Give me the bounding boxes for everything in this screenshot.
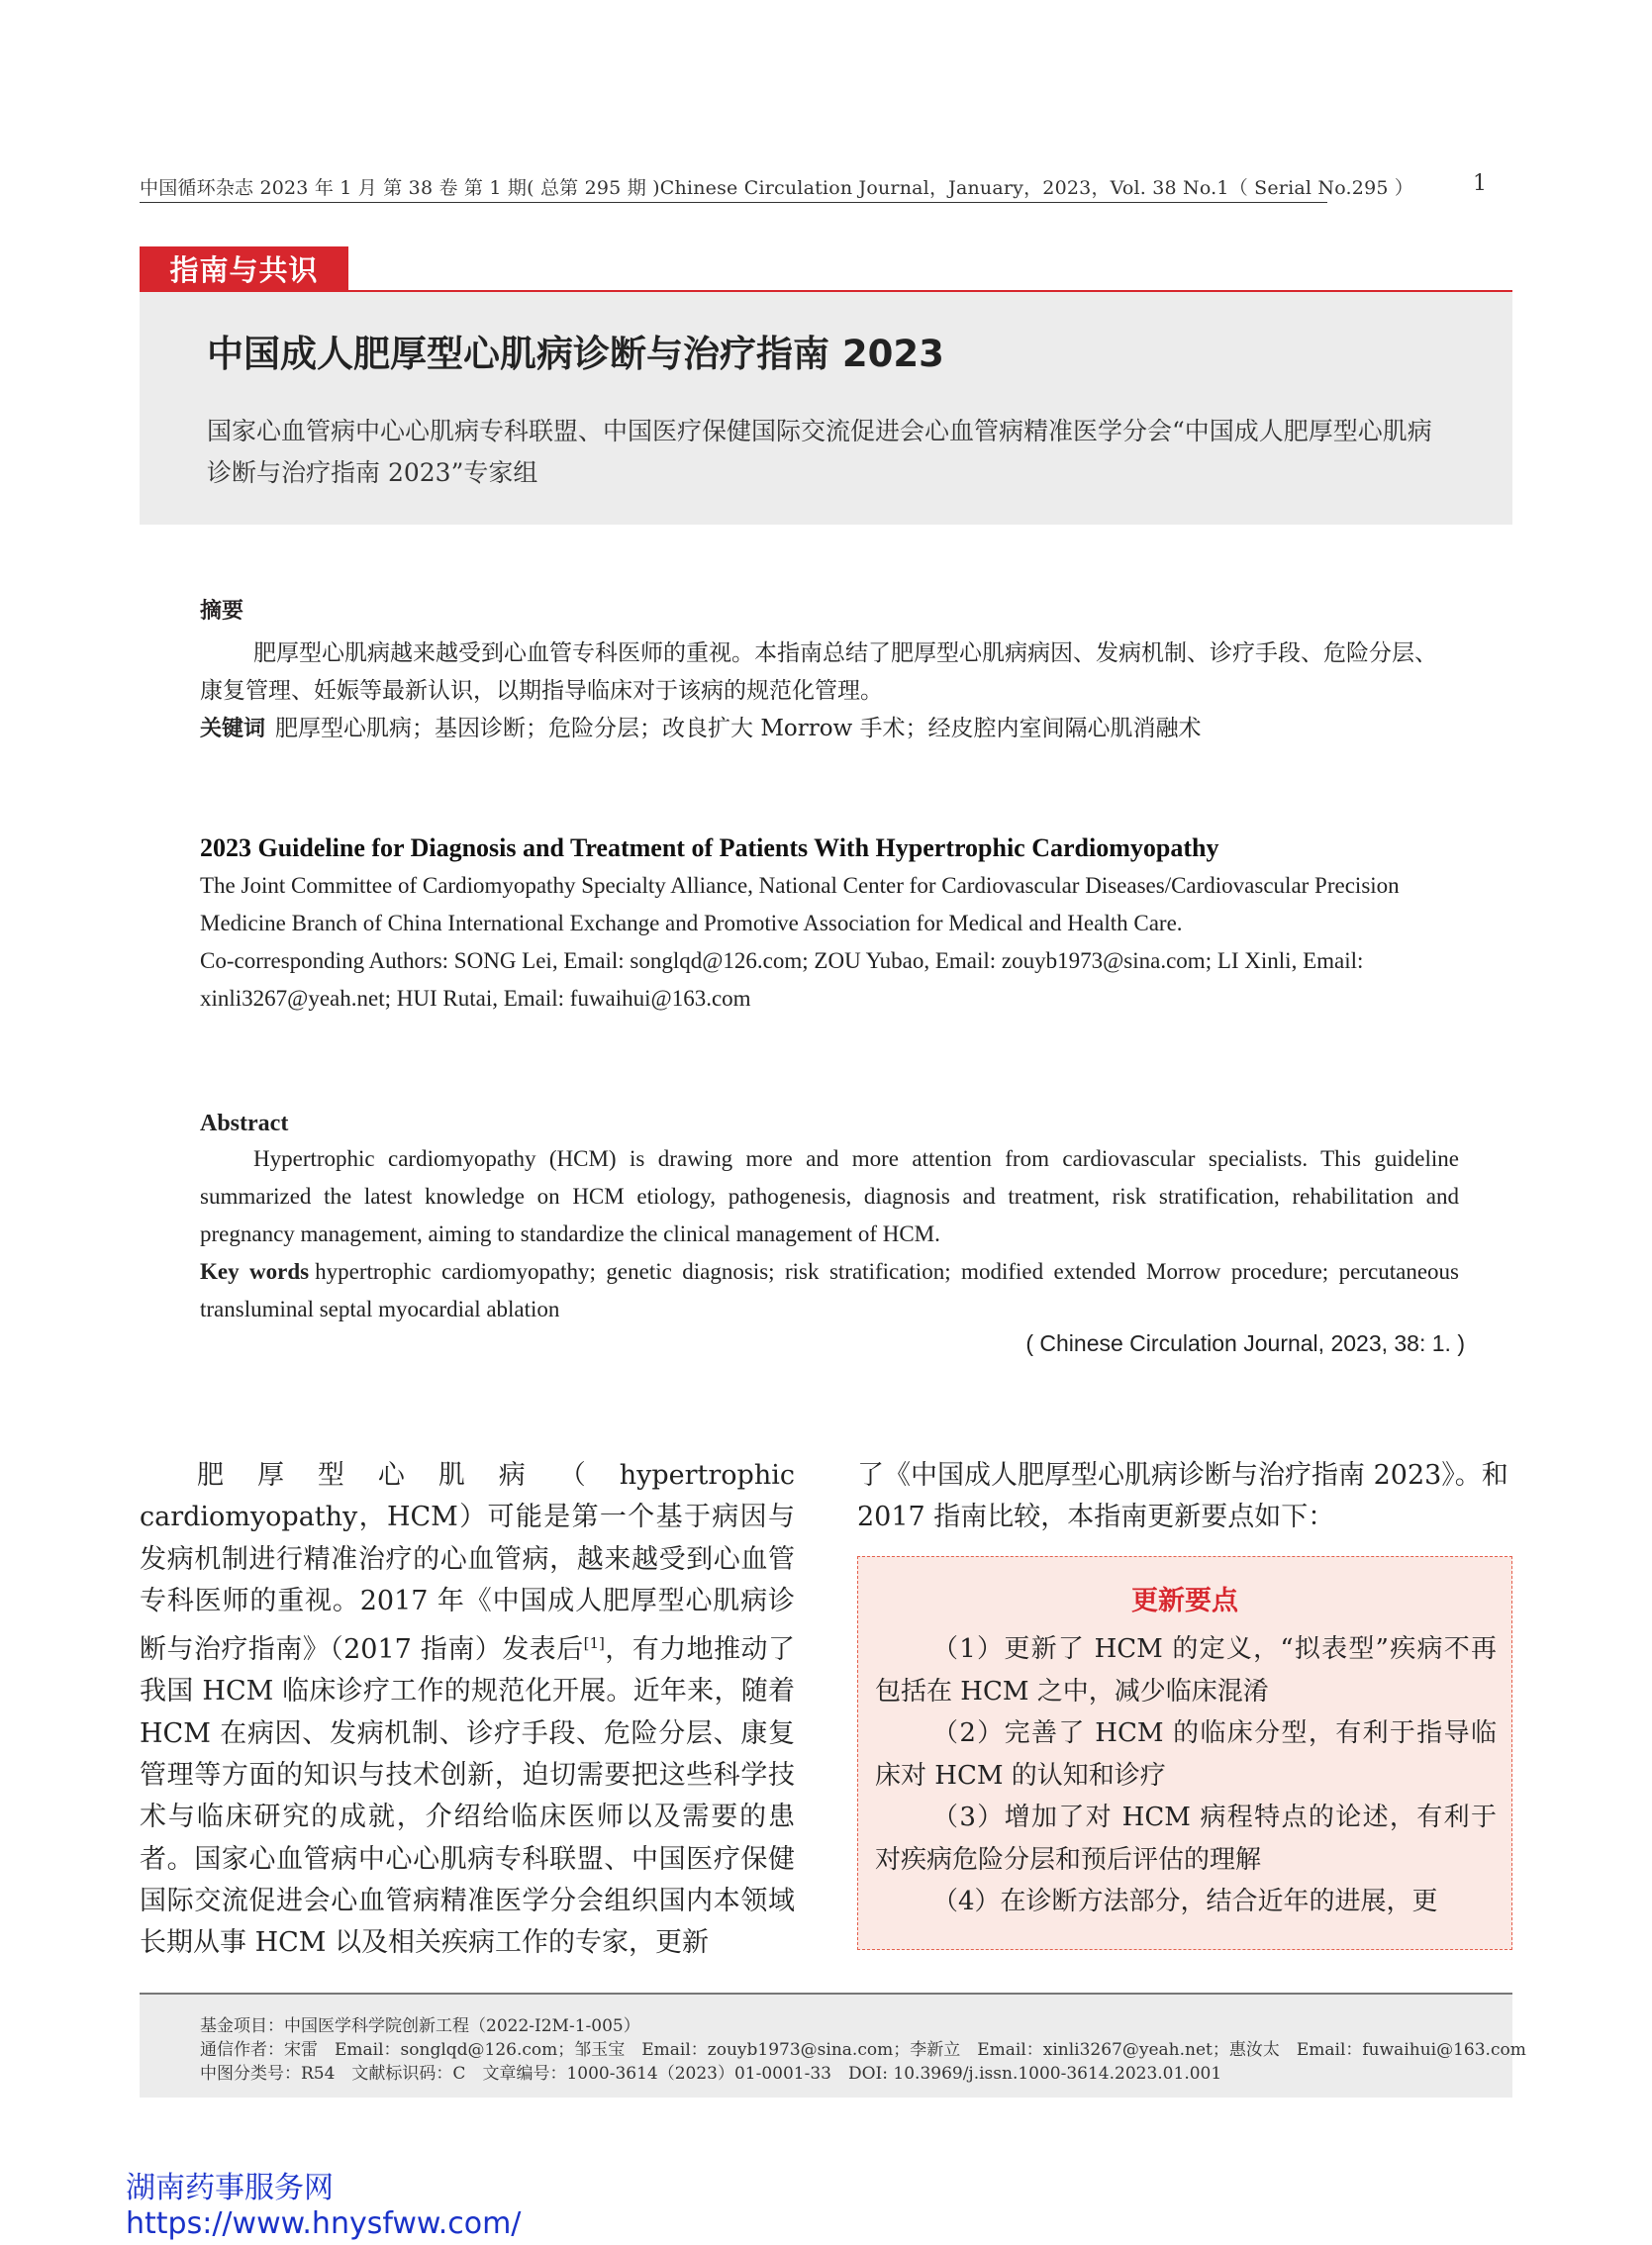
- reference-marker[interactable]: [1]: [583, 1634, 605, 1653]
- abstract-cn: [200, 594, 1459, 748]
- abstract-en-body: Hypertrophic cardiomyopathy (HCM) is drawing more and more attention from cardiovascular specialists. This guideline summarized the latest knowledge on HCM etiology, pathogenesis, diagnosis and treatment, risk stratification, rehabilitation and pregnancy management, aiming to standardize the clinical management of HCM.: [200, 1146, 1459, 1246]
- watermark: [126, 2171, 521, 2242]
- keywords-en: [200, 1253, 1459, 1328]
- abstract-cn-body: 肥厚型心肌病越来越受到心血管专科医师的重视。本指南总结了肥厚型心肌病病因、发病机制、诊疗手段、危险分层、康复管理、妊娠等最新认识，以期指导临床对于该病的规范化管理。: [200, 640, 1437, 704]
- english-header: [200, 830, 1459, 1018]
- title-band: [140, 290, 1512, 525]
- footer-fund: 基金项目：中国医学科学院创新工程（2022-I2M-1-005）: [200, 2016, 640, 2036]
- watermark-site-name: 湖南药事服务网: [126, 2171, 334, 2205]
- page-number: 1: [1473, 171, 1487, 196]
- update-item: （4）在诊断方法部分，结合近年的进展，更: [932, 1887, 1438, 1916]
- section-tag: 指南与共识: [140, 246, 348, 290]
- keywords-en-label: Key words: [200, 1259, 310, 1284]
- footer-corresponding: 通信作者：宋雷 Email：songlqd@126.com；邹玉宝 Email：zouyb1973@sina.com；李新立 Email：xinli3267@yeah.net；惠汝太 Email：fuwaihui@163.com: [200, 2040, 1526, 2060]
- abstract-cn-label: 摘要: [200, 599, 244, 624]
- update-item: （3）增加了对 HCM 病程特点的论述，有利于对疾病危险分层和预后评估的理解: [875, 1803, 1497, 1875]
- keywords-cn: [200, 710, 1459, 748]
- body-column-right: 了《中国成人肥厚型心肌病诊断与治疗指南 2023》。和 2017 指南比较，本指南更新要点如下：: [857, 1460, 1508, 1533]
- footer-classification: 中图分类号：R54 文献标识码：C 文章编号：1000-3614（2023）01-0001-33 DOI: 10.3969/j.issn.1000-3614.2023.01.001: [200, 2064, 1222, 2084]
- update-item: （1）更新了 HCM 的定义，“拟表型”疾病不再包括在 HCM 之中，减少临床混淆: [875, 1634, 1497, 1707]
- body-text-part1: 肥厚型心肌病（hypertrophic cardiomyopathy，HCM）可能是第一个基于病因与发病机制进行精准治疗的心血管病，越来越受到心血管专科医师的重视。2017 年《中国成人肥厚型心肌病诊断与治疗指南》（2017 指南）发表后: [140, 1460, 795, 1666]
- update-highlights-list: [875, 1628, 1497, 1923]
- update-highlights-box: [857, 1556, 1512, 1950]
- abstract-en-label: Abstract: [200, 1111, 289, 1136]
- update-highlights-title: 更新要点: [1131, 1586, 1238, 1616]
- update-item: （2）完善了 HCM 的临床分型，有利于指导临床对 HCM 的认知和诊疗: [875, 1718, 1497, 1791]
- keywords-en-text: hypertrophic cardiomyopathy; genetic diagnosis; risk stratification; modified extended Morrow procedure; percutaneous transluminal septal myocardial ablation: [200, 1259, 1459, 1321]
- abstract-en: [200, 1107, 1459, 1328]
- authors-cn: 国家心血管病中心心肌病专科联盟、中国医疗保健国际交流促进会心血管病精准医学分会“中国成人肥厚型心肌病诊断与治疗指南 2023”专家组: [207, 417, 1432, 487]
- citation: ( Chinese Circulation Journal, 2023, 38: 1. ): [1025, 1330, 1465, 1356]
- body-column-left: [140, 1455, 795, 1965]
- corresponding-authors-en: Co-corresponding Authors: SONG Lei, Email: songlqd@126.com; ZOU Yubao, Email: zouyb1973@sina.com; LI Xinli, Email: xinli3267@yeah.net; HUI Rutai, Email: fuwaihui@163.com: [200, 948, 1364, 1011]
- footer-notes: [140, 1995, 1526, 2098]
- affiliation-en: The Joint Committee of Cardiomyopathy Specialty Alliance, National Center for Cardiovascular Diseases/Cardiovascular Precision Medicine Branch of China International Exchange and Promotive Association for Medical and Health Care.: [200, 873, 1400, 935]
- keywords-cn-label: 关键词: [200, 717, 266, 741]
- running-header: 中国循环杂志 2023 年 1 月 第 38 卷 第 1 期( 总第 295 期 )Chinese Circulation Journal，January，2023，Vol. 38 No.1（ Serial No.295 ）: [140, 173, 1327, 203]
- keywords-cn-text: 肥厚型心肌病；基因诊断；危险分层；改良扩大 Morrow 手术；经皮腔内室间隔心肌消融术: [275, 716, 1202, 741]
- article-title-cn: 中国成人肥厚型心肌病诊断与治疗指南 2023: [207, 333, 944, 375]
- article-title-en: 2023 Guideline for Diagnosis and Treatment of Patients With Hypertrophic Cardiomyopathy: [200, 833, 1219, 862]
- body-text-part2: ，有力地推动了我国 HCM 临床诊疗工作的规范化开展。近年来，随着 HCM 在病因、发病机制、诊疗手段、危险分层、康复管理等方面的知识与技术创新，迫切需要把这些科学技术与临床研究的成就，介绍给临床医师以及需要的患者。国家心血管病中心心肌病专科联盟、中国医疗保健国际交流促进会心血管病精准医学分会组织国内本领域长期从事 HCM 以及相关疾病工作的专家，更新: [140, 1634, 796, 1959]
- watermark-url[interactable]: https://www.hnysfww.com/: [126, 2206, 522, 2241]
